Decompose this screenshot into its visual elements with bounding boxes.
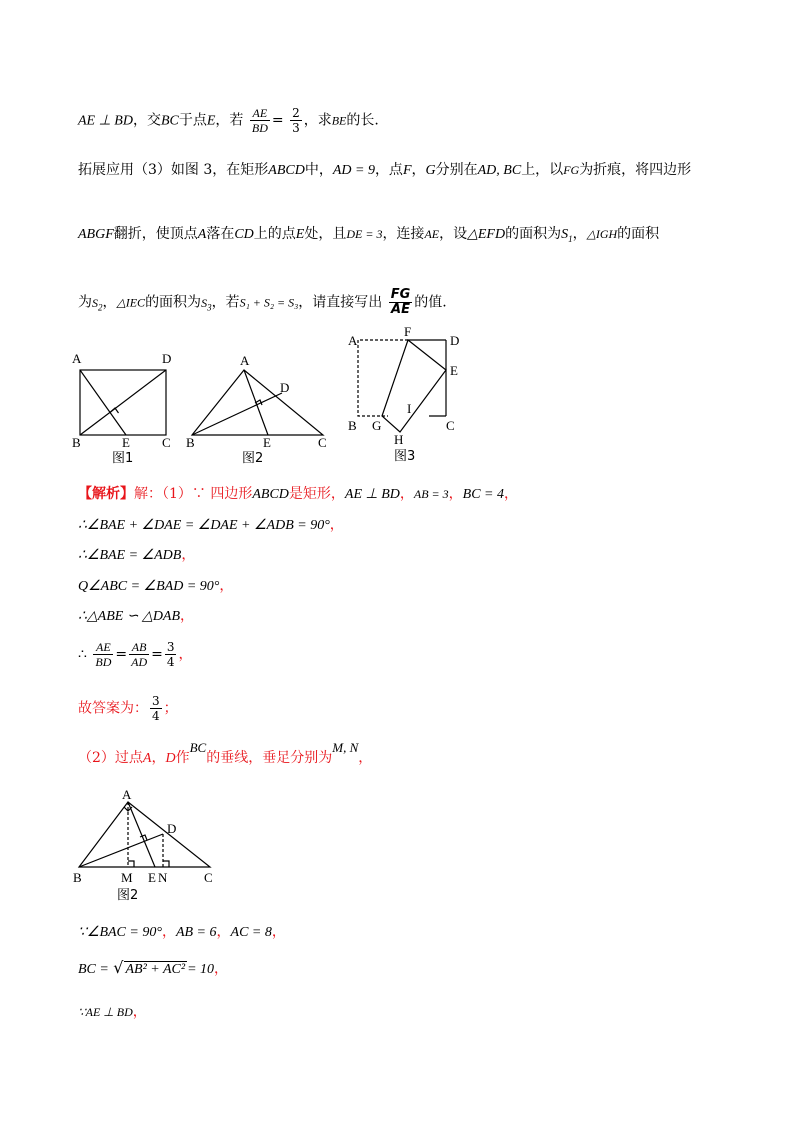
frac-den: 4	[166, 655, 175, 669]
text: ，点	[374, 162, 403, 178]
text: ，设	[439, 226, 468, 242]
text: ，请直接写出	[298, 294, 383, 311]
text: 落在	[206, 226, 235, 242]
text: 的面积	[617, 226, 660, 242]
label-g: G	[372, 418, 382, 433]
frac-den: BD	[95, 655, 112, 669]
sqrt-radicand: AB² + AC²	[125, 962, 186, 977]
comma: ，	[219, 578, 234, 594]
condition-bc: BC = 4	[462, 487, 504, 502]
text: 上，以	[521, 162, 564, 178]
frac-den: 4	[152, 709, 160, 723]
figure-2	[192, 370, 323, 435]
answer-fraction	[150, 694, 162, 723]
label-c: C	[446, 418, 455, 433]
text: ，	[102, 294, 117, 311]
comma: ，	[214, 961, 229, 977]
solution-answer	[78, 694, 178, 723]
triangle-efd: △EFD	[467, 227, 506, 242]
segment-bc: BC	[160, 113, 179, 129]
point-e: E	[206, 113, 216, 129]
step-angle-bac: ∵∠BAC = 90°	[78, 925, 162, 940]
point-f: F	[402, 163, 412, 178]
solution-line-2	[78, 515, 344, 536]
segment-ae	[128, 802, 155, 867]
text: 于点	[178, 112, 207, 129]
solution-line-8	[78, 958, 228, 980]
side-cd: CD	[234, 227, 254, 242]
right-angle-n	[163, 861, 169, 867]
frac-den: 3	[292, 121, 300, 135]
figure-4	[79, 802, 210, 867]
segment-bd	[192, 393, 282, 435]
fraction-ae-bd	[250, 106, 270, 135]
segment-be: BE	[331, 113, 347, 128]
comma: ，	[399, 486, 414, 502]
text: 作	[175, 750, 190, 766]
text: 的面积为	[505, 226, 562, 242]
text: ，	[151, 750, 166, 766]
s2	[92, 296, 103, 310]
label-e: E	[148, 870, 156, 885]
bc-value: = 10	[187, 962, 215, 977]
label-e: E	[122, 435, 130, 450]
label-e: E	[263, 435, 271, 450]
figure-1	[80, 370, 166, 435]
text: ，	[572, 226, 587, 242]
comma: ，	[178, 646, 193, 663]
label-e: E	[450, 363, 458, 378]
s-sub: 1	[568, 233, 573, 244]
text: 为	[78, 294, 92, 311]
s-symbol: S	[201, 295, 208, 310]
step-right-angles: Q∠ABC = ∠BAD = 90°	[78, 579, 220, 594]
frac-num: AE	[93, 640, 113, 655]
area-equation: S₁ + S₂ = S₃	[239, 295, 299, 310]
frac-den: BD	[251, 121, 268, 135]
equals: =	[115, 646, 128, 663]
label-d: D	[162, 351, 172, 366]
solution-line-9	[78, 1002, 147, 1022]
text: 的长.	[346, 112, 379, 129]
label-i: I	[407, 401, 412, 416]
triangle-igh: △IGH	[586, 227, 618, 241]
label-a: A	[348, 333, 358, 348]
figure-4-wrapper	[60, 787, 240, 905]
text: 拓展应用（3）如图 3，在矩形	[78, 162, 269, 178]
comma: ，	[180, 608, 195, 624]
text: 的垂线，垂足分别为	[206, 750, 333, 766]
label-c: C	[204, 870, 213, 885]
frac-num: AE	[250, 106, 270, 121]
label-d: D	[280, 380, 290, 395]
text: ，连接	[382, 226, 425, 242]
sqrt-symbol: √	[113, 958, 124, 977]
text: ，交	[132, 112, 161, 129]
caption-fig1: 图1	[112, 451, 134, 466]
caption-fig3: 图3	[394, 449, 416, 464]
solution-part-2	[78, 740, 373, 769]
answer-label: 故答案为：	[78, 700, 148, 717]
de-equals-3: DE = 3	[346, 227, 383, 241]
condition-ab: AB = 3	[413, 487, 449, 501]
fraction-fg-ae	[389, 288, 413, 317]
ad-equals-9: AD = 9	[332, 163, 375, 178]
fraction-ae-bd	[93, 640, 113, 669]
folded-quad	[382, 340, 446, 432]
label-b: B	[72, 435, 81, 450]
text: 分别在	[435, 162, 478, 178]
text: （2）过点	[78, 750, 143, 766]
text: ，若	[211, 294, 240, 311]
label-c: C	[162, 435, 171, 450]
s-symbol: S	[561, 227, 569, 242]
label-d: D	[167, 821, 177, 836]
s-sub: 3	[207, 301, 212, 312]
frac-num: 3	[152, 694, 160, 708]
text: 处，且	[304, 226, 347, 242]
point-e: E	[295, 227, 305, 242]
point-a: A	[142, 751, 152, 766]
frac-num: FG	[390, 287, 411, 302]
text: ，若	[215, 112, 244, 129]
text: 为折痕，将四边形	[579, 162, 692, 178]
fraction-ab-ad	[129, 640, 149, 669]
triangle-iec: △IEC	[116, 295, 146, 310]
s-sub: 2	[98, 301, 103, 312]
text: 是矩形，	[288, 486, 345, 502]
comma: ，	[504, 486, 518, 502]
right-angle-mark	[111, 408, 119, 413]
label-m: M	[121, 870, 133, 885]
condition-perpendicular: AE ⊥ BD	[78, 113, 133, 129]
frac-num: 2	[292, 106, 300, 120]
problem-line-3	[78, 224, 659, 249]
label-a: A	[72, 351, 82, 366]
frac-den: AD	[131, 655, 148, 669]
solution-line-3	[78, 545, 195, 566]
step-angle-equal: ∴∠BAE = ∠ADB	[78, 548, 182, 563]
text: 的面积为	[145, 294, 202, 311]
segment-bd	[80, 370, 166, 435]
fraction-2-3	[290, 106, 302, 135]
label-c: C	[318, 435, 327, 450]
comma: ，	[358, 750, 373, 766]
dashed-original-quad	[358, 340, 408, 416]
therefore: ∴	[78, 646, 87, 663]
text: 的值.	[414, 294, 447, 311]
caption-fig2: 图2	[242, 451, 264, 466]
text: 翻折，使顶点	[113, 226, 198, 242]
quad-abgf: ABGF	[78, 227, 114, 242]
problem-line-4	[78, 288, 447, 317]
condition-ae-bd: AE ⊥ BD	[344, 487, 400, 502]
label-d: D	[450, 333, 460, 348]
step-ae-perp-bd: ∵AE ⊥ BD	[78, 1005, 133, 1019]
label-b: B	[186, 435, 195, 450]
comma: ，	[132, 1004, 147, 1020]
problem-line-1	[78, 106, 379, 135]
label-n: N	[158, 870, 168, 885]
bc-equals: BC =	[78, 962, 109, 977]
ac-equals-8: AC = 8	[230, 925, 272, 940]
text: ，求	[303, 112, 332, 129]
comma: ，	[329, 517, 344, 533]
label-h: H	[394, 432, 404, 447]
rect-abcd: ABCD	[268, 163, 305, 178]
segment-bc: BC	[189, 740, 207, 755]
segment-ae: AE	[424, 227, 440, 241]
comma: ，	[161, 924, 176, 940]
point-d: D	[165, 751, 176, 766]
text: 上的点	[253, 226, 296, 242]
comma: ，	[216, 924, 231, 940]
step-similar: ∴△ABE ∽ △DAB	[78, 609, 181, 624]
ab-equals-6: AB = 6	[175, 925, 217, 940]
solution-line-7	[78, 922, 286, 943]
comma: ，	[448, 486, 463, 502]
problem-line-2	[78, 160, 691, 181]
analysis-tag: 【解析】	[78, 486, 134, 502]
solution-line-6	[78, 640, 192, 669]
label-b: B	[73, 870, 82, 885]
triangle-abc	[79, 802, 210, 867]
figures-row	[60, 324, 480, 470]
comma: ，	[181, 547, 196, 563]
text: ，	[411, 162, 426, 178]
text: 中，	[304, 162, 333, 178]
comma: ，	[271, 924, 286, 940]
frac-den: AE	[391, 302, 410, 317]
semicolon: ；	[163, 700, 178, 717]
rect-abcd: ABCD	[252, 487, 289, 502]
label-a: A	[240, 353, 250, 368]
point-a: A	[197, 227, 207, 242]
text: 解：（1）∵ 四边形	[134, 486, 253, 502]
frac-num: 3	[166, 640, 175, 654]
label-a: A	[122, 787, 132, 802]
solution-line-5	[78, 606, 194, 627]
segment-ae	[80, 370, 126, 435]
sides-ad-bc: AD, BC	[477, 163, 522, 178]
s1	[561, 227, 573, 242]
equals: =	[151, 646, 163, 663]
s-symbol: S	[92, 295, 98, 310]
solution-line-4	[78, 576, 233, 597]
fraction-3-4	[165, 640, 177, 669]
step-angle-sum: ∴∠BAE + ∠DAE = ∠DAE + ∠ADB = 90°	[78, 518, 330, 533]
points-mn: M, N	[332, 740, 359, 755]
s3	[201, 296, 212, 310]
point-g: G	[425, 163, 436, 178]
segment-fg: FG	[563, 163, 580, 177]
frac-num: AB	[129, 640, 149, 655]
label-f: F	[404, 324, 412, 339]
label-b: B	[348, 418, 357, 433]
equals: =	[271, 112, 284, 129]
caption-fig4: 图2	[117, 888, 139, 903]
right-angle-m	[128, 861, 134, 867]
solution-line-1	[78, 484, 518, 505]
